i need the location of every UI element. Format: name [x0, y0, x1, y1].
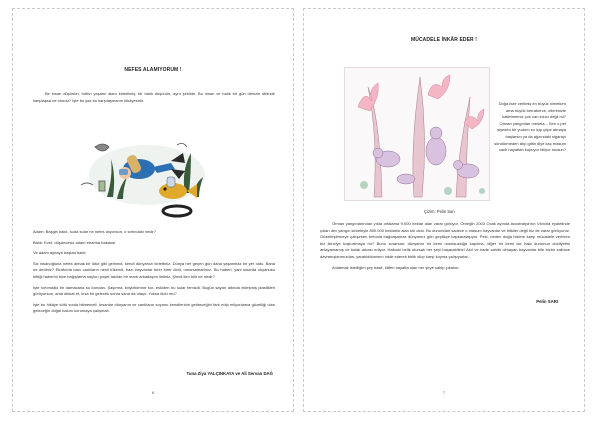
right-page	[303, 8, 585, 412]
body-paragraph: Anlatmak istediğim şey basit, lütfen hayatta olan her şeye sahip çıkalım.	[332, 264, 460, 270]
dialogue-line: Adam: Başgin balık, suda sular ne nefes alıyorsun, o sırtındaki nedir?	[33, 229, 156, 234]
dialogue-line: Balık: Evet, düşüncesiz adam etrafına bakana!	[33, 239, 116, 245]
illustration-caption: Çizim: Pelin Sarı	[424, 209, 455, 214]
left-page	[12, 8, 294, 412]
left-page-number: 6	[151, 390, 155, 395]
body-paragraph: Orman yangınlarından yılda ortalama 9.000 hektar alan zarar görüyor. Örneğin 2003 Ocak ayında Avustralya'nın Victoria eyaletinde çıkan dev yangın sebebiyle 800.000 hektarlık alan kül oldu. Bu durumdan sadece o masum hayvanlar ve bitkiler değil biz de zarar görüyoruz. Güzelleştirmeye çalışırken betonla bağdaşamaz dünyamız gün geçtikçe kapkaralaşıyor. Peki, neden doğa bizlere karşı mücadele verirken biz ikinciye koşturtmaya mı? Bunu sorarsan; dünyanın bir kemi umutsuzluğa kapılma, diğer bir kemi ise hala durumun ciddiyetini anlayamamış ve kulak arkası ediyor. Halbuki birlik olursak her şeyi başarabiliriz! Akıl ve irade sahibi olmayan hayvanlar bile bizim zalimce davranışlarımızdan, yaratıldıklarının inkâr ederek birlik olup karşı koyma çalışıyorlar...	[320, 221, 570, 259]
right-page-title: MÜCADELE İNKÂR EDER !	[411, 37, 477, 43]
dialogue-paragraph: Siz insanoğluna nefes almak bir lütuf gibi gelmedi, kendi dünyanızı kirlettiniz. Dünya her geçen gün daha yaşanmaz bir yer oldu. Bana ne dediniz? Etrafında bazı canlıların nesli tükendi, bazı hayvanlar birer birer öldü, umursamadınız. Bu haberi, yani sularda okyanusu bittiği haberini bize bağışlama naylon poşet takılan bir martı arkadaşım iletiniz. Şimdi kim bilir ne nedir?	[33, 260, 275, 279]
dialogue-line: Ve adam aynaya baştan balık.	[33, 250, 87, 256]
left-page-dialogue	[33, 229, 275, 319]
right-page-side-text	[492, 101, 566, 158]
dialogue-paragraph: İşte sırtımdaki bir damacana su bundan. Şaşırma, böyleklerine sor, eskiden bu sular temizdi. Bugün sayarı altında ekleşmiş plastikleri görüyorsun, ama dikkat et, kısa bir gelecek sonra sana da ulaşır. Yoksa öldü mu?	[33, 284, 275, 297]
intro-paragraph: Bir insan düşünün, bütün yaşamı alanı kirletilmiş, bir balık düşünün, aynı şekilde. Bu insan ve balık bir gün denizin dibinde karşılaşsa ne olurdu? İşte bu yaz bu karşılaşmanın hikâyesidir.	[33, 91, 275, 103]
left-page-intro	[33, 91, 275, 108]
right-page-body	[320, 221, 570, 275]
forest-animals-illustration	[344, 67, 490, 201]
diver-fish-illustration	[77, 127, 217, 219]
right-page-number: 7	[442, 390, 446, 395]
left-page-authors: Tuna Ziya YALÇINKAYA ve Ali Servan DAĞ	[186, 371, 273, 376]
side-paragraph: Doğa bize verilmiş en büyük nimetken ama büyük berraberce, ellerimizle katletmemiz çok can sıkıcı değil mi? Orman yangınları mesela... Sen o pet şişeden bir yudum su içip çöpe atmaya başlarsın ya da ağzındaki sigarayı söndürmeden atıp gittin diye kaç masum canlı hayattan kopuyor biliyor musun?	[494, 101, 566, 153]
left-page-title: NEFES ALAMIYORUM !	[124, 67, 182, 73]
right-page-author: Pelin SARI	[536, 299, 558, 304]
dialogue-paragraph: İşte bu hikâye kötü sonla bitmemeli. İnsanlar dünyanın ve canlıların soyunu kendilerinin getireceğini fark edip milyonlarca güzelliği olan geleceğin doğal hakını korumaya çalışmalı.	[33, 301, 275, 314]
